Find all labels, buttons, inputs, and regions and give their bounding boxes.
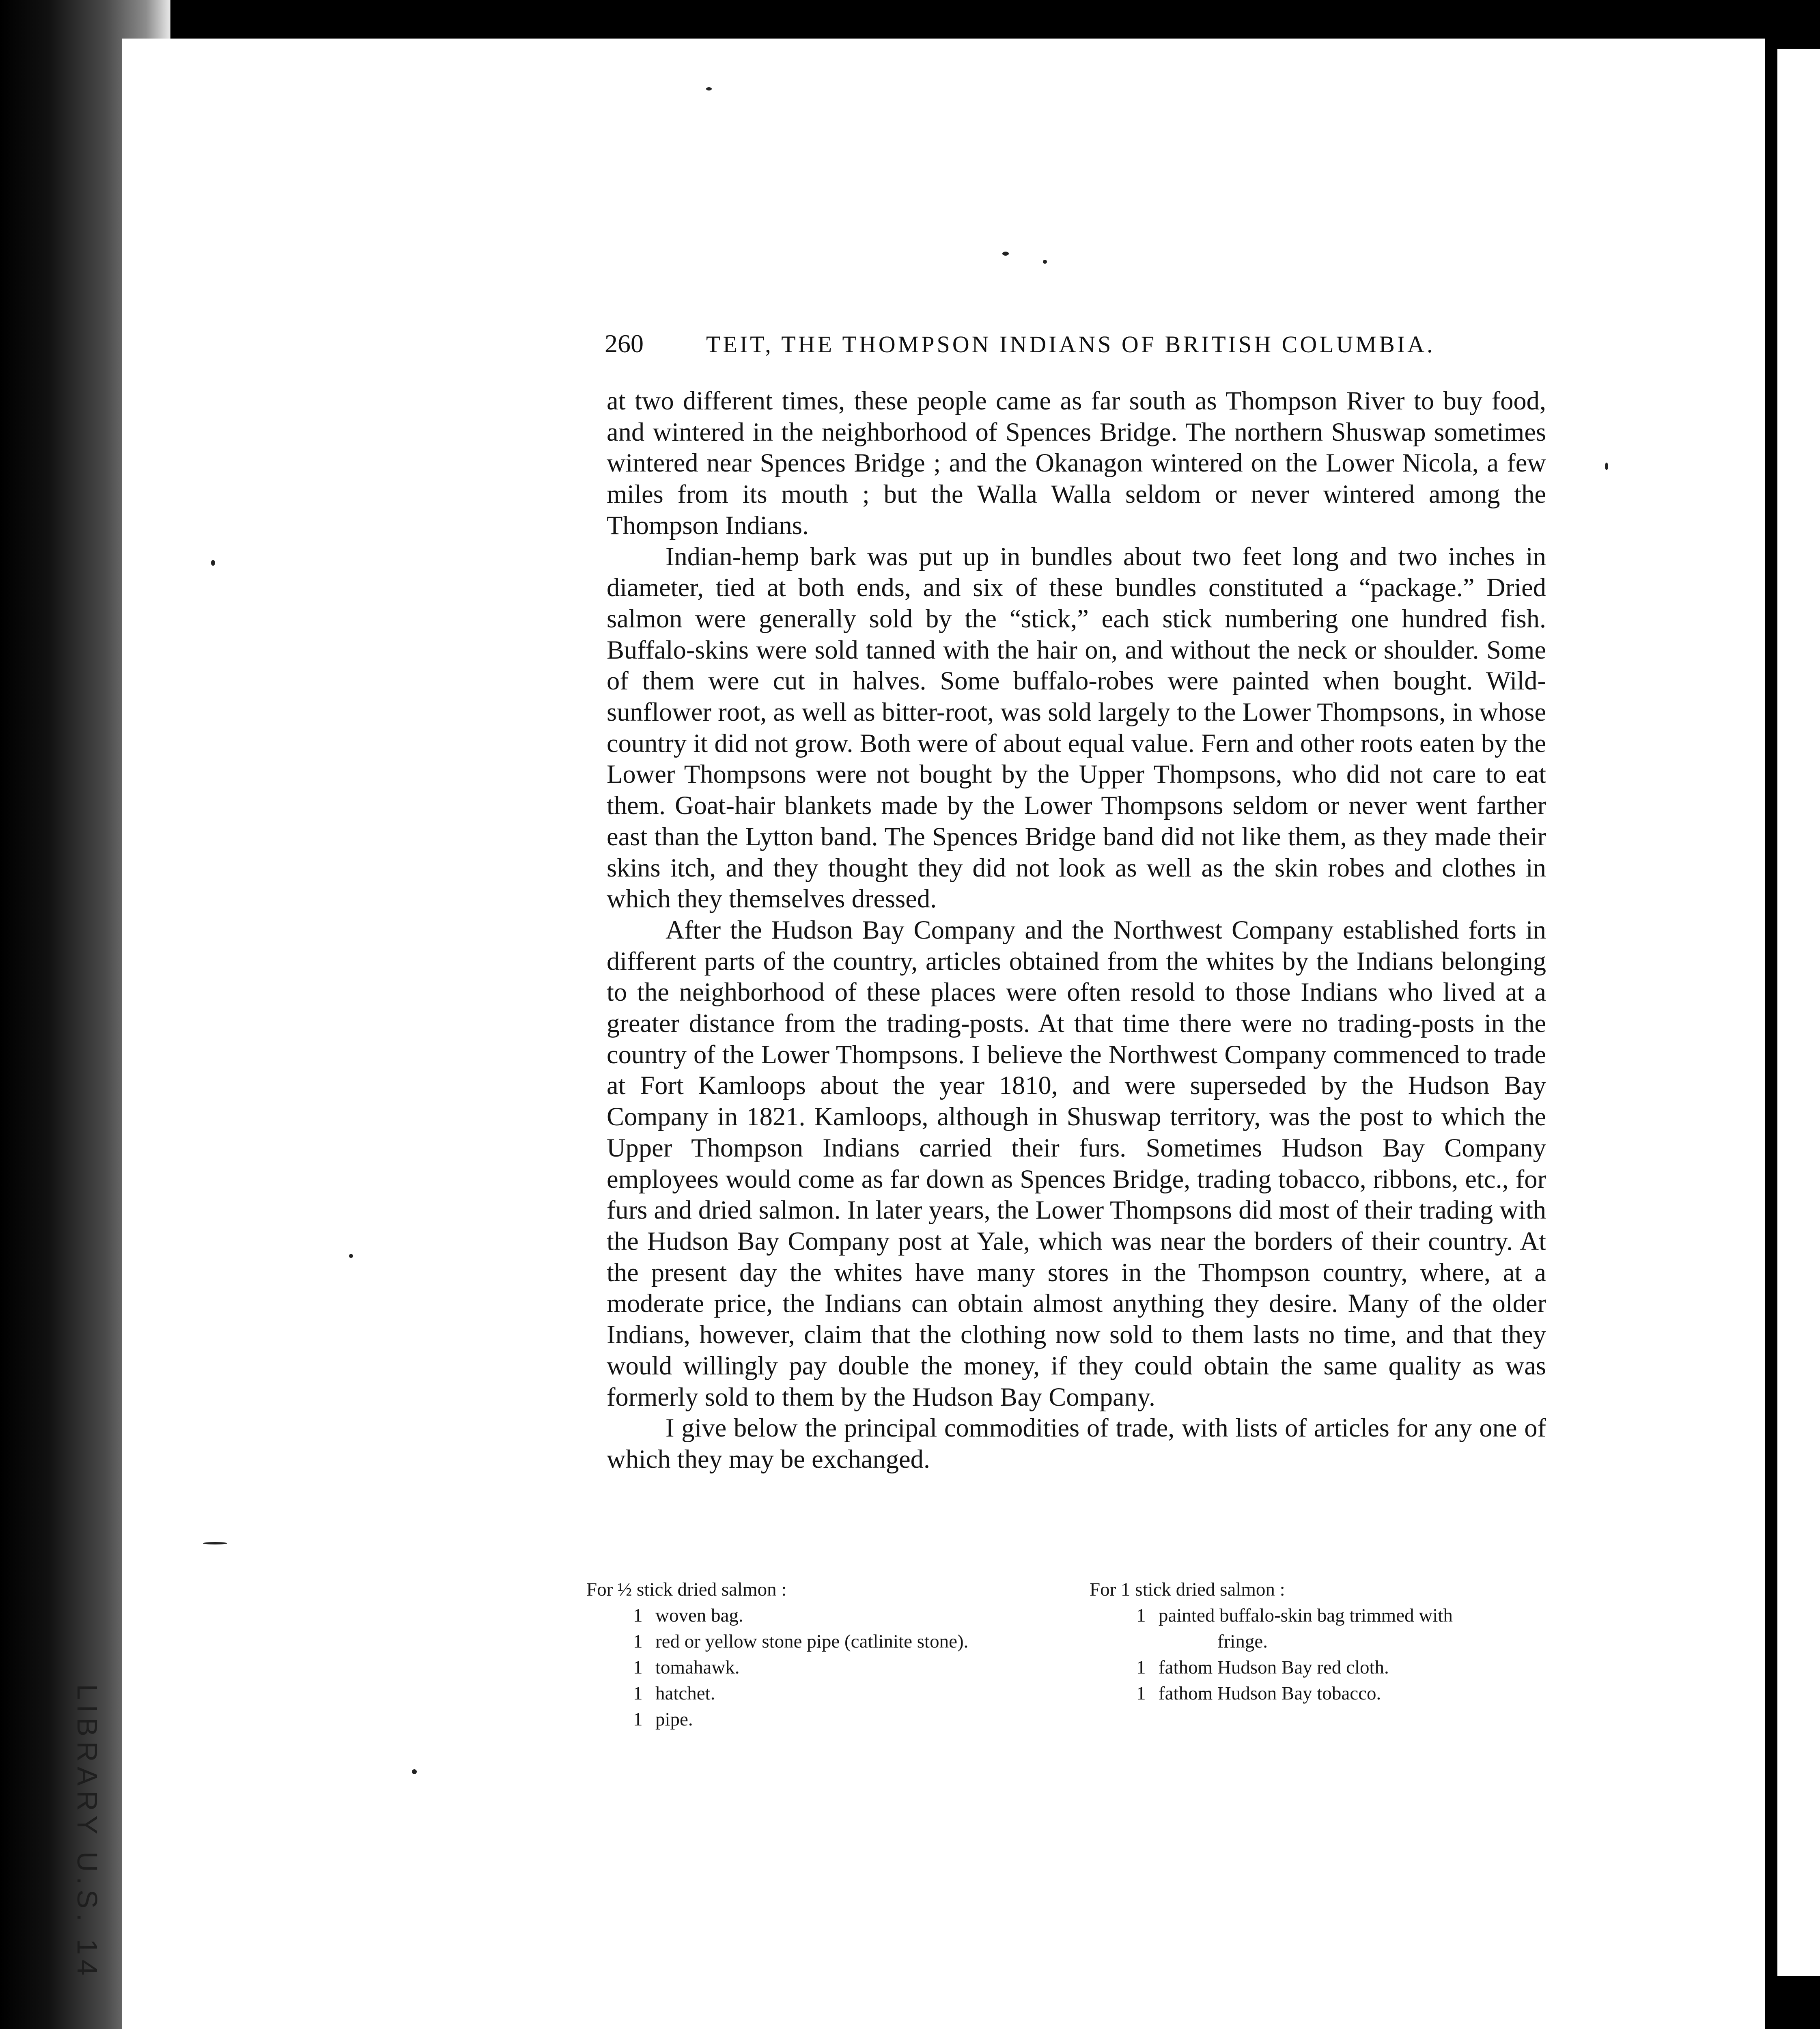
scan-speck bbox=[203, 1542, 227, 1544]
scan-speck bbox=[1002, 252, 1009, 256]
list-item: 1 red or yellow stone pipe (catlinite stone). bbox=[633, 1631, 969, 1652]
list-heading: For 1 stick dried salmon : bbox=[1090, 1579, 1285, 1600]
list-item: 1 fathom Hudson Bay red cloth. bbox=[1136, 1657, 1389, 1678]
page-number: 260 bbox=[605, 329, 644, 358]
scan-speck bbox=[1605, 463, 1608, 470]
one-stick-list bbox=[1090, 1577, 1546, 1706]
list-item: 1 hatchet. bbox=[633, 1683, 715, 1704]
next-page-edge bbox=[1765, 49, 1820, 1976]
paragraph: I give below the principal commodities of trade, with lists of articles for any one of which they may be exchanged. bbox=[607, 1413, 1546, 1473]
library-stamp: LIBRARY U.S. 14 bbox=[71, 1684, 103, 1980]
list-item: 1 fathom Hudson Bay tobacco. bbox=[1136, 1683, 1381, 1704]
list-item: 1 woven bag. bbox=[633, 1605, 743, 1626]
half-stick-list bbox=[586, 1577, 1065, 1732]
body-text bbox=[607, 386, 1546, 1475]
scan-speck bbox=[349, 1254, 353, 1258]
list-item: 1 pipe. bbox=[633, 1709, 693, 1730]
running-title: TEIT, THE THOMPSON INDIANS OF BRITISH COLUMBIA. bbox=[706, 331, 1435, 358]
list-item: 1 painted buffalo-skin bag trimmed with fringe. bbox=[1136, 1605, 1453, 1652]
scan-speck bbox=[1043, 260, 1047, 264]
paragraph: After the Hudson Bay Company and the Northwest Company established forts in different parts of the country, articles obtained from the whites by the Indians belonging to the neighborhood of these places were often resold to those Indians who lived at a greater distance from the trading-posts. At that time there were no trading-posts in the country of the Lower Thompsons. I believe the Northwest Company commenced to trade at Fort Kamloops about the year 1810, and were superseded by the Hudson Bay Company in 1821. Kamloops, although in Shuswap territory, was the post to which the Upper Thompson Indians carried their furs. Sometimes Hudson Bay Company employees would come as far down as Spences Bridge, trading tobacco, ribbons, etc., for furs and dried salmon. In later years, the Lower Thompsons did most of their trading with the Hudson Bay Company post at Yale, which was near the borders of their country. At the present day the whites have many stores in the Thompson country, where, at a moderate price, the Indians can obtain almost anything they desire. Many of the older Indians, however, claim that the clothing now sold to them lasts no time, and that they would willingly pay double the money, if they could obtain the same quality as was formerly sold to them by the Hudson Bay Company. bbox=[607, 915, 1546, 1411]
paragraph: Indian-hemp bark was put up in bundles about two feet long and two inches in diameter, tied at both ends, and six of these bundles constituted a “package.” Dried salmon were generally sold by the “stick,” each stick numbering one hundred fish. Buffalo-skins were sold tanned with the hair on, and without the neck or shoulder. Some of them were cut in halves. Some buffalo-robes were painted when bought. Wild-sunflower root, as well as bitter-root, was sold largely to the Lower Thompsons, in whose country it did not grow. Both were of about equal value. Fern and other roots eaten by the Lower Thompsons were not bought by the Upper Thompsons, who did not care to eat them. Goat-hair blankets made by the Lower Thompsons seldom or never went farther east than the Lytton band. The Spences Bridge band did not like them, as they made their skins itch, and they thought they did not look as well as the skin robes and clothes in which they themselves dressed. bbox=[607, 542, 1546, 913]
list-item: 1 tomahawk. bbox=[633, 1657, 740, 1678]
scan-speck bbox=[412, 1769, 417, 1774]
trade-lists bbox=[586, 1577, 1546, 1759]
page-header bbox=[605, 329, 1445, 365]
list-heading: For ½ stick dried salmon : bbox=[586, 1579, 787, 1600]
scan-speck bbox=[706, 87, 712, 90]
scan-speck bbox=[211, 560, 215, 566]
paragraph: at two different times, these people came as far south as Thompson River to buy food, and wintered in the neighborhood of Spences Bridge. The northern Shuswap sometimes wintered near Spences Bridge ; and the Okanagon wintered on the Lower Nicola, a few miles from its mouth ; but the Walla Walla seldom or never wintered among the Thompson Indians. bbox=[607, 386, 1546, 540]
